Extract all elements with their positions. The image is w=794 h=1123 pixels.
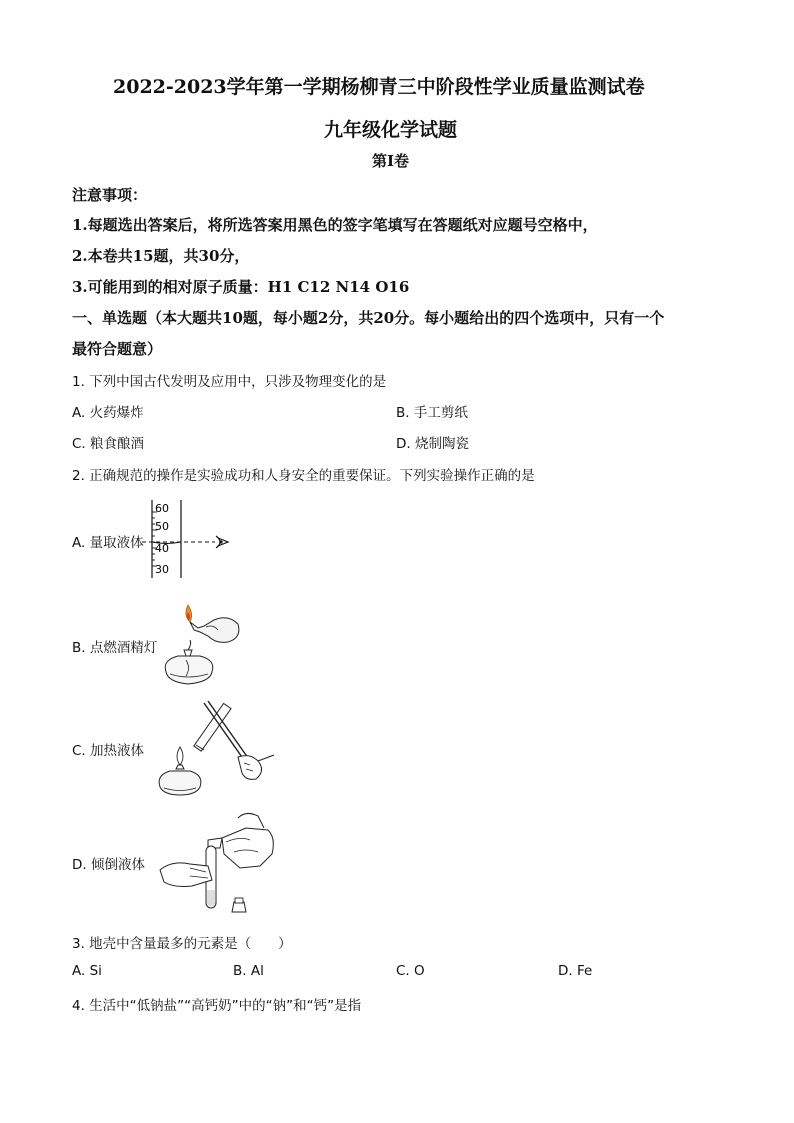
q1-option-b: B. 手工剪纸: [396, 405, 468, 421]
q2-option-d: D. 倾倒液体: [72, 857, 145, 873]
section-heading-line1: 一、单选题（本大题共10题，每小题2分，共20分。每小题给出的四个选项中，只有一个: [72, 309, 665, 327]
q3-stem: 3. 地壳中含量最多的元素是（ ）: [72, 936, 292, 952]
note-item-3: 3.可能用到的相对原子质量：H1 C12 N14 O16: [72, 278, 410, 296]
q3-option-c: C. O: [396, 963, 425, 979]
notes-heading: 注意事项：: [72, 186, 148, 204]
pouring-liquid-figure: [150, 808, 280, 918]
page-title: 2022-2023学年第一学期杨柳青三中阶段性学业质量监测试卷: [113, 76, 645, 98]
q2-option-b: B. 点燃酒精灯: [72, 640, 158, 656]
q1-stem: 1. 下列中国古代发明及应用中，只涉及物理变化的是: [72, 374, 387, 390]
note-item-1: 1.每题选出答案后，将所选答案用黑色的签字笔填写在答题纸对应题号空格中，: [72, 216, 598, 234]
volume-label: 第I卷: [372, 152, 410, 170]
q1-option-c: C. 粮食酿酒: [72, 436, 145, 452]
q2-option-a: A. 量取液体: [72, 535, 144, 551]
tick-60: 60: [155, 502, 169, 515]
q2-stem: 2. 正确规范的操作是实验成功和人身安全的重要保证。下列实验操作正确的是: [72, 468, 535, 484]
q3-option-b: B. Al: [233, 963, 264, 979]
note-item-2: 2.本卷共15题，共30分，: [72, 247, 250, 265]
tick-30: 30: [155, 563, 169, 576]
tick-40: 40: [155, 542, 169, 555]
subtitle: 九年级化学试题: [324, 119, 458, 141]
q1-option-a: A. 火药爆炸: [72, 405, 144, 421]
section-heading-line2: 最符合题意）: [72, 340, 163, 358]
tick-50: 50: [155, 520, 169, 533]
q3-option-a: A. Si: [72, 963, 102, 979]
q1-option-d: D. 烧制陶瓷: [396, 436, 469, 452]
heating-liquid-figure: [146, 695, 276, 800]
q4-stem: 4. 生活中“低钠盐”“高钙奶”中的“钠”和“钙”是指: [72, 998, 362, 1014]
alcohol-lamp-figure: [158, 600, 248, 690]
q2-option-c: C. 加热液体: [72, 743, 145, 759]
graduated-cylinder-figure: [140, 498, 240, 580]
eye-icon: [216, 536, 228, 548]
q3-option-d: D. Fe: [558, 963, 593, 979]
